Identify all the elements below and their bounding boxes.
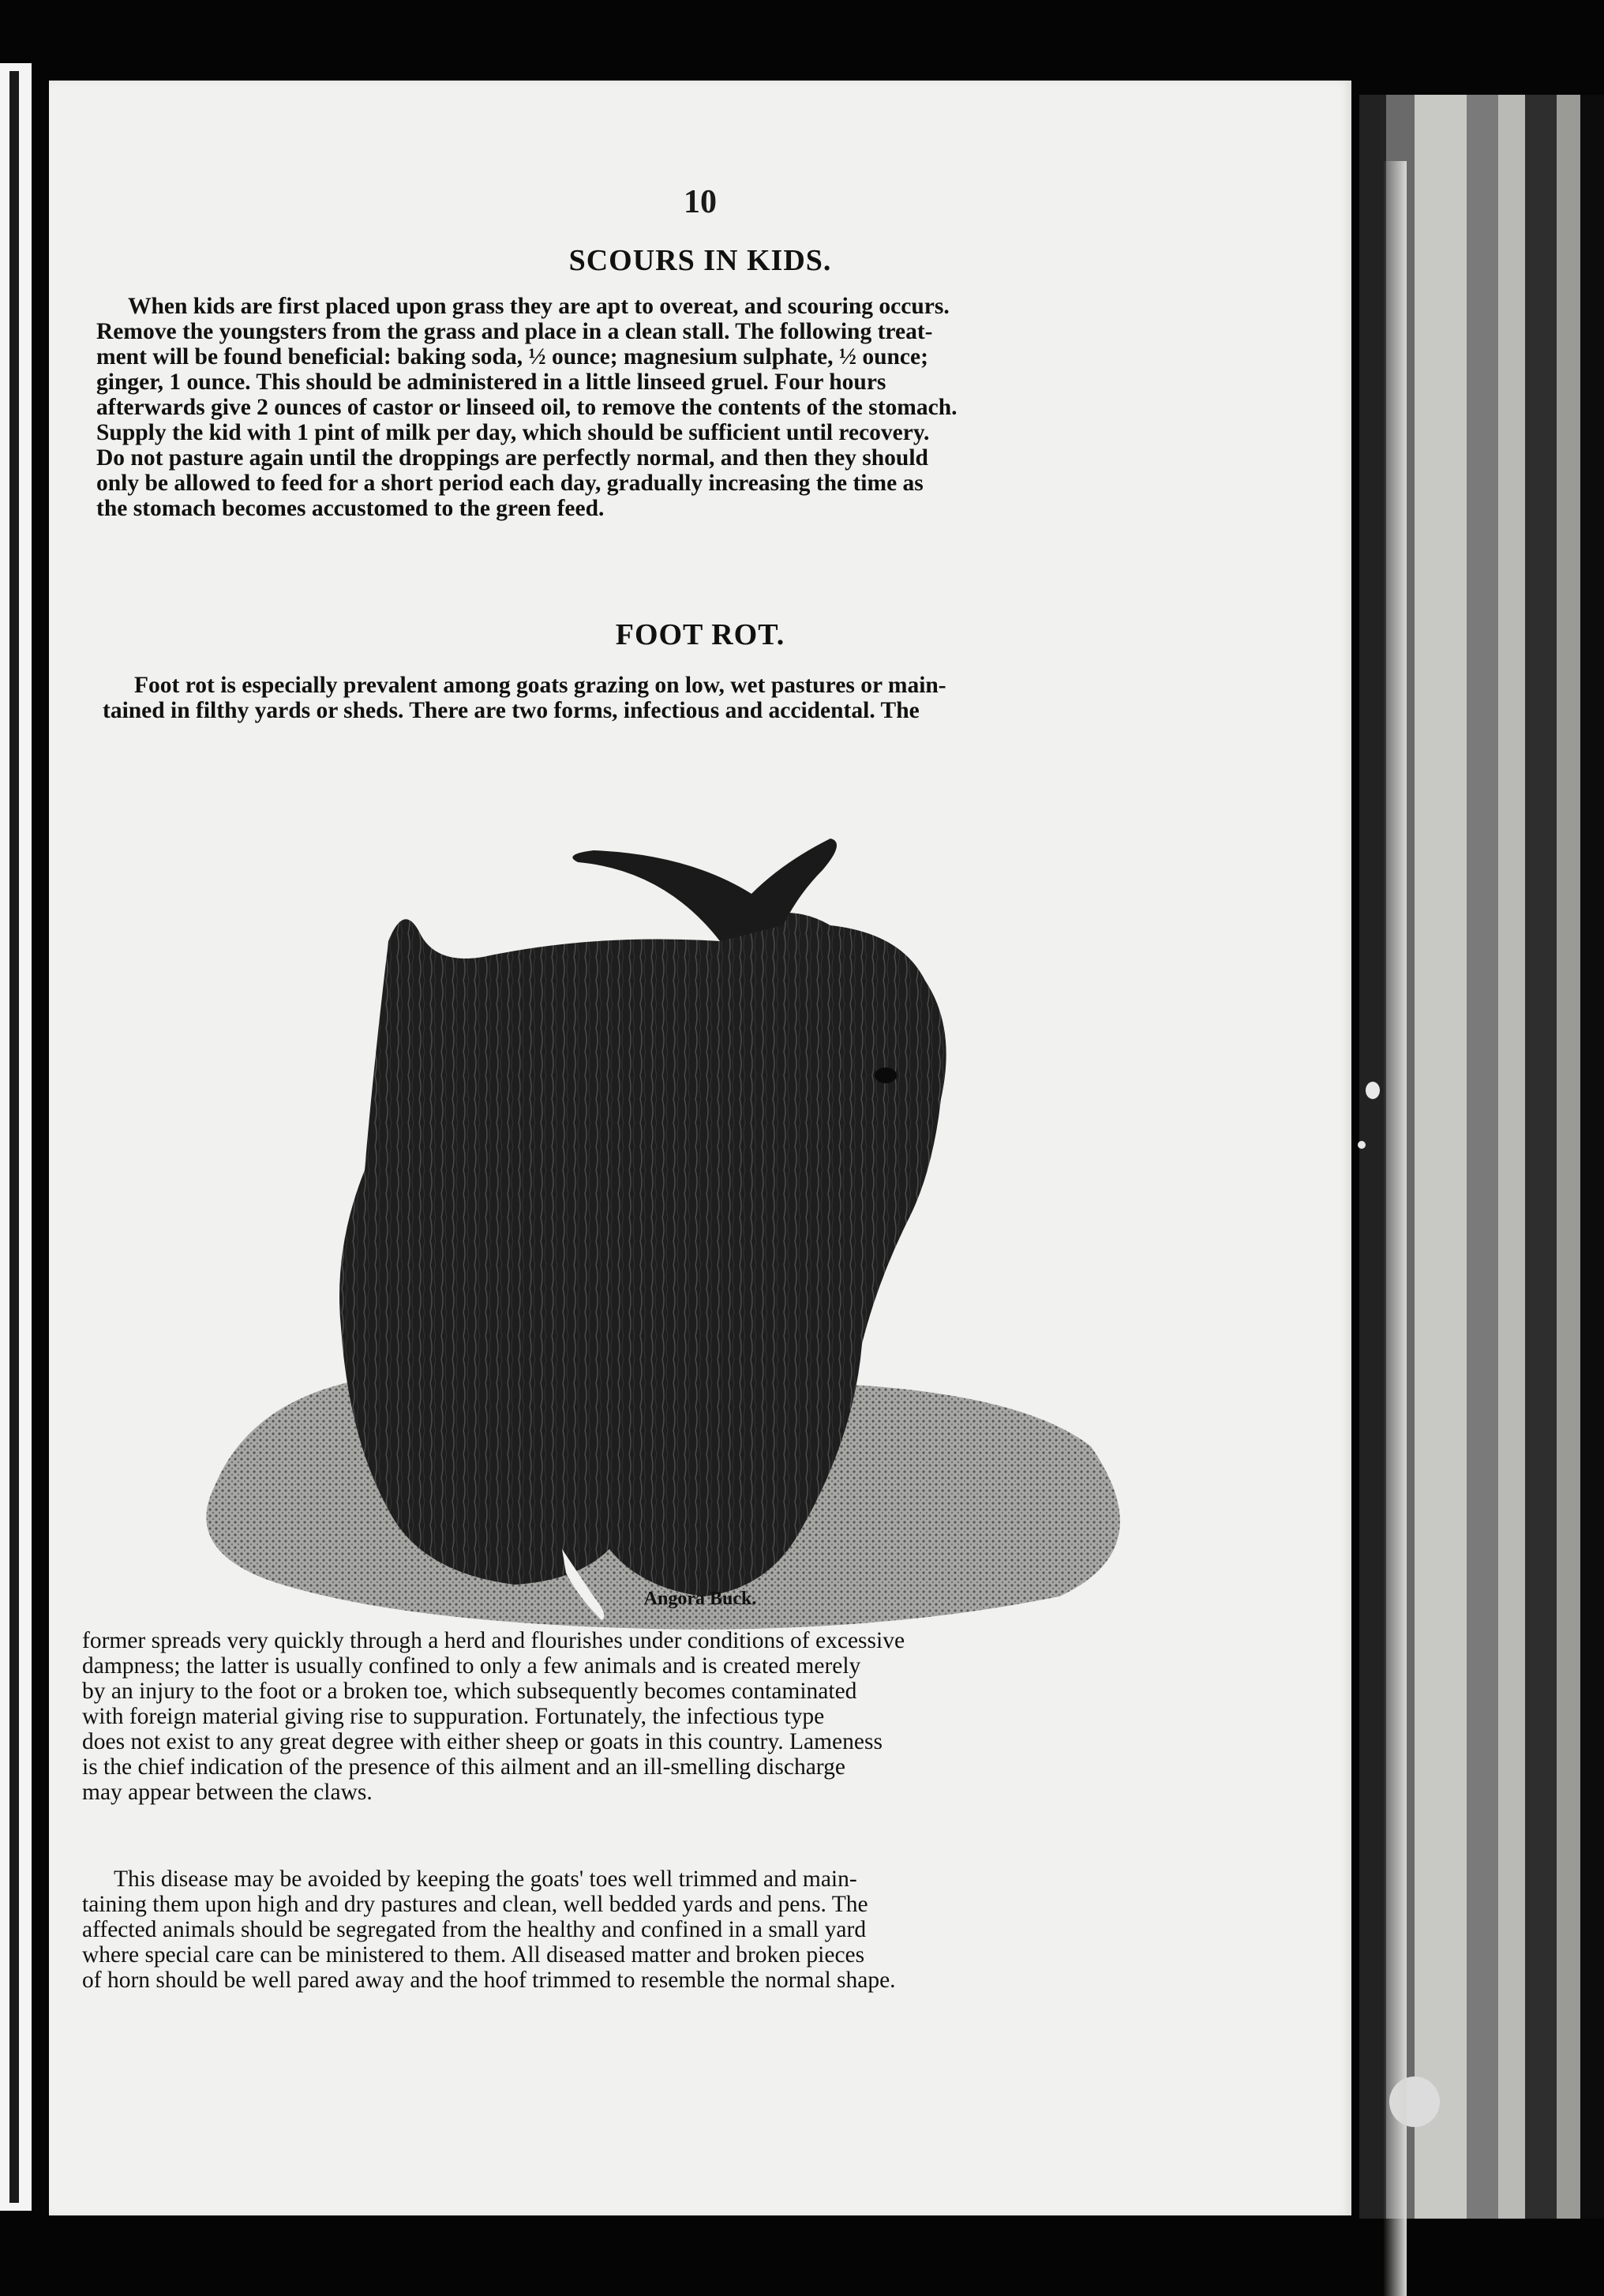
page-stack-edge <box>1580 95 1604 2219</box>
goat-eye <box>875 1067 897 1083</box>
left-binding-shadow <box>9 71 19 2203</box>
text-line: may appear between the claws. <box>82 1780 373 1805</box>
text-line: This disease may be avoided by keeping the goats' toes well trimmed and main- <box>114 1866 857 1892</box>
page-stack-edge <box>1467 95 1498 2219</box>
angora-buck-illustration <box>152 838 1178 1644</box>
text-line: Do not pasture again until the droppings are perfectly normal, and then they should <box>96 445 928 471</box>
text-line: dampness; the latter is usually confined to only a few animals and is created merely <box>82 1653 861 1679</box>
binding-rivet <box>1366 1082 1380 1099</box>
text-line: taining them upon high and dry pastures and clean, well bedded yards and pens. The <box>82 1892 868 1917</box>
page-stack-edge <box>1359 95 1386 2219</box>
text-line: is the chief indication of the presence of this ailment and an ill-smelling discharge <box>82 1754 845 1780</box>
paragraph-scours <box>96 294 1261 521</box>
book-page <box>49 81 1351 2215</box>
text-line: does not exist to any great degree with either sheep or goats in this country. Lameness <box>82 1729 883 1754</box>
paragraph-foot-rot-forms <box>82 1628 1250 1805</box>
text-line: former spreads very quickly through a herd and flourishes under conditions of excessive <box>82 1628 905 1653</box>
text-line: where special care can be ministered to them. All diseased matter and broken pieces <box>82 1942 865 1968</box>
section-heading-scours: SCOURS IN KIDS. <box>568 244 832 277</box>
page-stack-edge <box>1557 95 1580 2219</box>
text-line: tained in filthy yards or sheds. There are two forms, infectious and accidental. The <box>103 698 920 723</box>
text-line: the stomach becomes accustomed to the green feed. <box>96 496 605 521</box>
text-line: ginger, 1 ounce. This should be administered in a little linseed gruel. Four hours <box>96 370 886 395</box>
page-stack-edge <box>1525 95 1557 2219</box>
text-line: afterwards give 2 ounces of castor or linseed oil, to remove the contents of the stomach. <box>96 395 958 420</box>
text-line: with foreign material giving rise to suppuration. Fortunately, the infectious type <box>82 1704 825 1729</box>
text-line: affected animals should be segregated from the healthy and confined in a small yard <box>82 1917 867 1942</box>
text-line: Remove the youngsters from the grass and place in a clean stall. The following treat- <box>96 319 933 344</box>
page-stack-edge <box>1415 95 1467 2219</box>
section-heading-foot-rot: FOOT ROT. <box>615 618 785 651</box>
paragraph-foot-rot-prevention <box>82 1866 1250 1993</box>
text-line: only be allowed to feed for a short period each day, gradually increasing the time as <box>96 471 924 496</box>
text-line: Supply the kid with 1 pint of milk per day, which should be sufficient until recovery. <box>96 420 930 445</box>
page-stack-edge <box>1498 95 1525 2219</box>
figure-caption: Angora Buck. <box>643 1589 757 1609</box>
text-line: When kids are first placed upon grass they are apt to overeat, and scouring occurs. <box>128 294 950 319</box>
binding-rivet <box>1358 1141 1366 1149</box>
page-curve-shadow <box>1383 161 1407 2296</box>
text-line: Foot rot is especially prevalent among goats grazing on low, wet pastures or main- <box>134 673 946 698</box>
paragraph-foot-rot-intro <box>103 673 1260 723</box>
page-number: 10 <box>684 184 717 220</box>
text-line: ment will be found beneficial: baking soda, ½ ounce; magnesium sulphate, ½ ounce; <box>96 344 928 370</box>
text-line: by an injury to the foot or a broken toe, which subsequently becomes contaminated <box>82 1679 857 1704</box>
text-line: of horn should be well pared away and the hoof trimmed to resemble the normal shape. <box>82 1968 896 1993</box>
